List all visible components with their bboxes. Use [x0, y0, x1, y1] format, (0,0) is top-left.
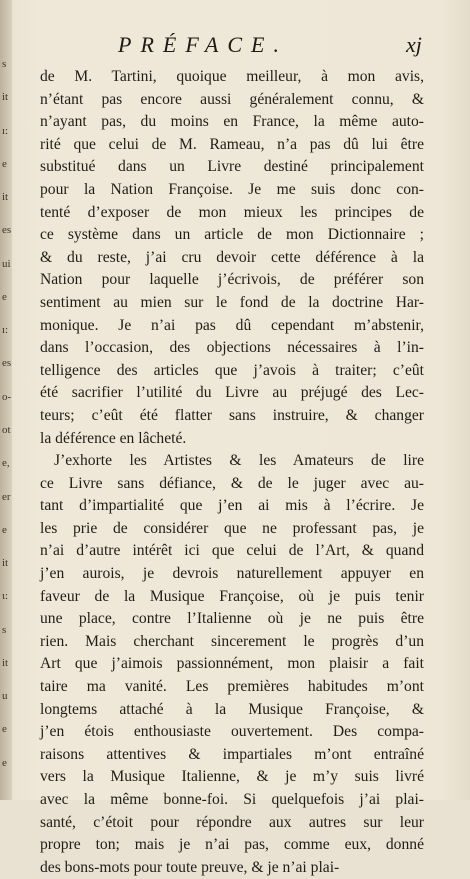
- text-line: une place, contre l’Italienne où je ne puis être: [40, 610, 424, 628]
- margin-fragment: ı:: [2, 125, 9, 137]
- text-line: n’ayant pas, du moins en France, la même auto-: [40, 113, 424, 131]
- margin-fragment: u: [2, 690, 8, 702]
- text-line: faveur de la Musique Françoise, où je puis tenir: [40, 587, 424, 605]
- text-line: pour la Nation Françoise. Je me suis donc con-: [40, 180, 424, 198]
- margin-fragment: e: [2, 291, 7, 303]
- margin-fragment: it: [2, 557, 9, 569]
- text-line: été sacrifier l’utilité du Livre au préjugé des Lec-: [40, 384, 424, 402]
- text-line: vers la Musique Italienne, & je m’y suis livré: [40, 768, 424, 786]
- text-line: taire ma vanité. Les premières habitudes m’ont: [40, 678, 424, 696]
- margin-fragment: it: [2, 657, 9, 669]
- margin-fragment: ot: [2, 424, 11, 436]
- text-line: propre ton; mais je n’ai pas, comme eux, donné: [40, 836, 424, 854]
- margin-fragment: e: [2, 524, 7, 536]
- margin-fragment: s: [2, 624, 7, 636]
- text-line: sentiment au mien sur le fond de la doctrine Har-: [40, 293, 424, 311]
- margin-fragment: s: [2, 58, 7, 70]
- text-line: J’exhorte les Artistes & les Amateurs de lire: [54, 452, 424, 470]
- margin-fragment: o-: [2, 391, 12, 403]
- running-head-title: PRÉFACE.: [118, 32, 288, 57]
- text-line: Nation pour laquelle j’écrivois, de préférer son: [40, 271, 424, 289]
- text-line: j’en étois enthousiaste ouvertement. Des compa-: [40, 723, 424, 741]
- text-line: ce système dans un article de mon Dictionnaire ;: [40, 226, 424, 244]
- margin-fragment: es: [2, 224, 12, 236]
- margin-fragment: es: [2, 357, 12, 369]
- text-line: j’en aurois, je devrois naturellement appuyer en: [40, 565, 424, 583]
- text-line: les prie de considérer que ne professant pas, je: [40, 519, 424, 537]
- running-head: [0, 32, 470, 60]
- margin-fragment: e,: [2, 457, 10, 469]
- margin-fragment: ı:: [2, 324, 9, 336]
- margin-fragment: e: [2, 757, 7, 769]
- text-line: & du reste, j’ai cru devoir cette déférence à la: [40, 248, 424, 266]
- text-line: rien. Mais cherchant sincerement le progrès d’un: [40, 632, 424, 650]
- text-line: la déférence en lâcheté.: [40, 429, 187, 447]
- margin-fragment: er: [2, 491, 11, 503]
- text-line: rité que celui de M. Rameau, n’a pas dû lui être: [40, 135, 424, 153]
- text-line: n’ai d’autre intérêt ici que celui de l’Art, & quand: [40, 542, 424, 560]
- body-text: [40, 66, 424, 879]
- text-line: tant d’impartialité que j’en ai mis à l’écrire. Je: [40, 497, 424, 515]
- text-line: dans l’occasion, des objections nécessaires à l’in-: [40, 339, 424, 357]
- text-line: des bons-mots pour toute preuve, & je n’ai plai-: [40, 858, 340, 876]
- text-line: telligence des articles que j’avois à traiter; c’eût: [40, 361, 424, 379]
- margin-fragment: it: [2, 191, 9, 203]
- text-line: tenté d’exposer de mon mieux les principes de: [40, 203, 424, 221]
- text-line: ce Livre sans défiance, & de le juger avec au-: [40, 474, 424, 492]
- page-number: xj: [406, 32, 422, 57]
- margin-fragment: e: [2, 158, 7, 170]
- text-line: monique. Je n’ai pas dû cependant m’abstenir,: [40, 316, 424, 334]
- margin-fragment: e: [2, 723, 7, 735]
- text-line: n’étant pas encore aussi généralement connu, &: [40, 90, 424, 108]
- text-line: longtems attaché à la Musique Françoise, &: [40, 700, 424, 718]
- text-line: Art que j’aimois passionnément, mon plaisir a fait: [40, 655, 424, 673]
- text-line: de M. Tartini, quoique meilleur, à mon avis,: [40, 68, 424, 85]
- text-line: avec la même bonne-foi. Si quelquefois j’ai plai-: [40, 791, 424, 808]
- text-line: raisons attentives & impartiales m’ont entraîné: [40, 745, 424, 763]
- text-line: substitué dans un Livre destiné principalement: [40, 158, 424, 176]
- margin-fragment: it: [2, 91, 9, 103]
- text-line: santé, c’étoit pour répondre aux autres sur leur: [40, 813, 424, 831]
- margin-fragment: ui: [2, 258, 11, 270]
- text-line: teurs; c’eût été flatter sans instruire, & changer: [40, 406, 424, 424]
- margin-fragment: ɩ:: [2, 590, 9, 602]
